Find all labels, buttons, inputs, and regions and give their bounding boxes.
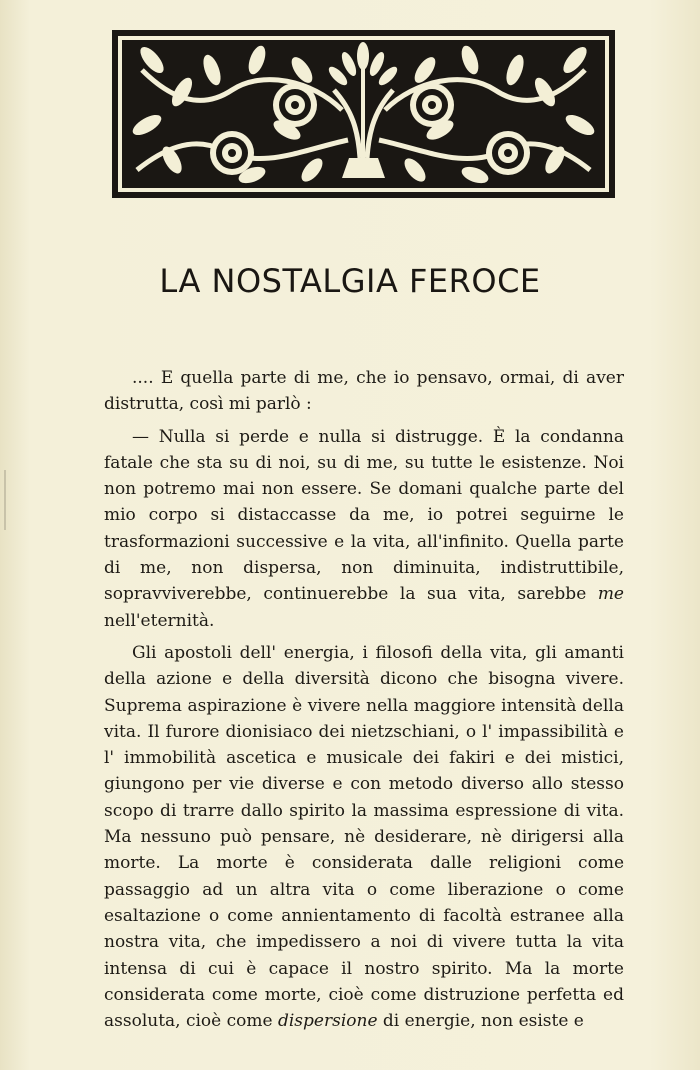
paragraph-2-text-after: nell'eternità.	[104, 610, 215, 631]
paragraph-3-text-after: di energie, non esiste e	[377, 1011, 584, 1032]
paragraph-3-emphasis: dispersione	[277, 1011, 378, 1032]
paragraph-3	[104, 640, 624, 1034]
chapter-title: LA NOSTALGIA FEROCE	[159, 262, 541, 300]
paragraph-2-emphasis: me	[597, 584, 624, 605]
paragraph-2	[104, 424, 624, 634]
paragraph-1	[104, 365, 624, 418]
paragraph-2-text-before: — Nulla si perde e nulla si distrugge. È la condanna fatale che sta su di noi, su di me, su tutte le esistenze. Noi non potremo mai non essere. Se domani qualche parte del mio corpo si distaccasse da me, io potrei seguirne le trasformazioni successive e la vita, all'infinito. Quella parte di me, non dispersa, non diminuita, indistruttibile, sopravviverebbe, continuerebbe la sua vita, sarebbe	[104, 426, 624, 605]
body-text	[104, 365, 624, 1034]
paragraph-1-text: .... E quella parte di me, che io pensavo, ormai, di aver distrutta, così mi parlò :	[104, 368, 624, 415]
binding-shadow	[4, 470, 6, 530]
paragraph-3-text-before: Gli apostoli dell' energia, i filosofi della vita, gli amanti della azione e della diversità dicono che bisogna vivere. Suprema aspirazione è vivere nella maggiore intensità della vita. Il furore dionisiaco dei nietzschiani, o l' impassibilità e l' immobilità ascetica e musicale dei fakiri e dei mistici, giungono per vie diverse e con metodo diverso allo stesso scopo di trarre dallo spirito la massima espressione di vita. Ma nessuno può pensare, nè desiderare, nè dirigersi alla morte. La morte è considerata dalle religioni come passaggio ad un altra vita o come liberazione o come esaltazione o come annientamento di facoltà estranee alla nostra vita, che impedissero a noi di vivere tutta la vita intensa di cui è capace il nostro spirito. Ma la morte considerata come morte, cioè come distruzione perfetta ed assoluta, cioè come	[104, 642, 624, 1032]
floral-headpiece-icon	[112, 30, 615, 198]
